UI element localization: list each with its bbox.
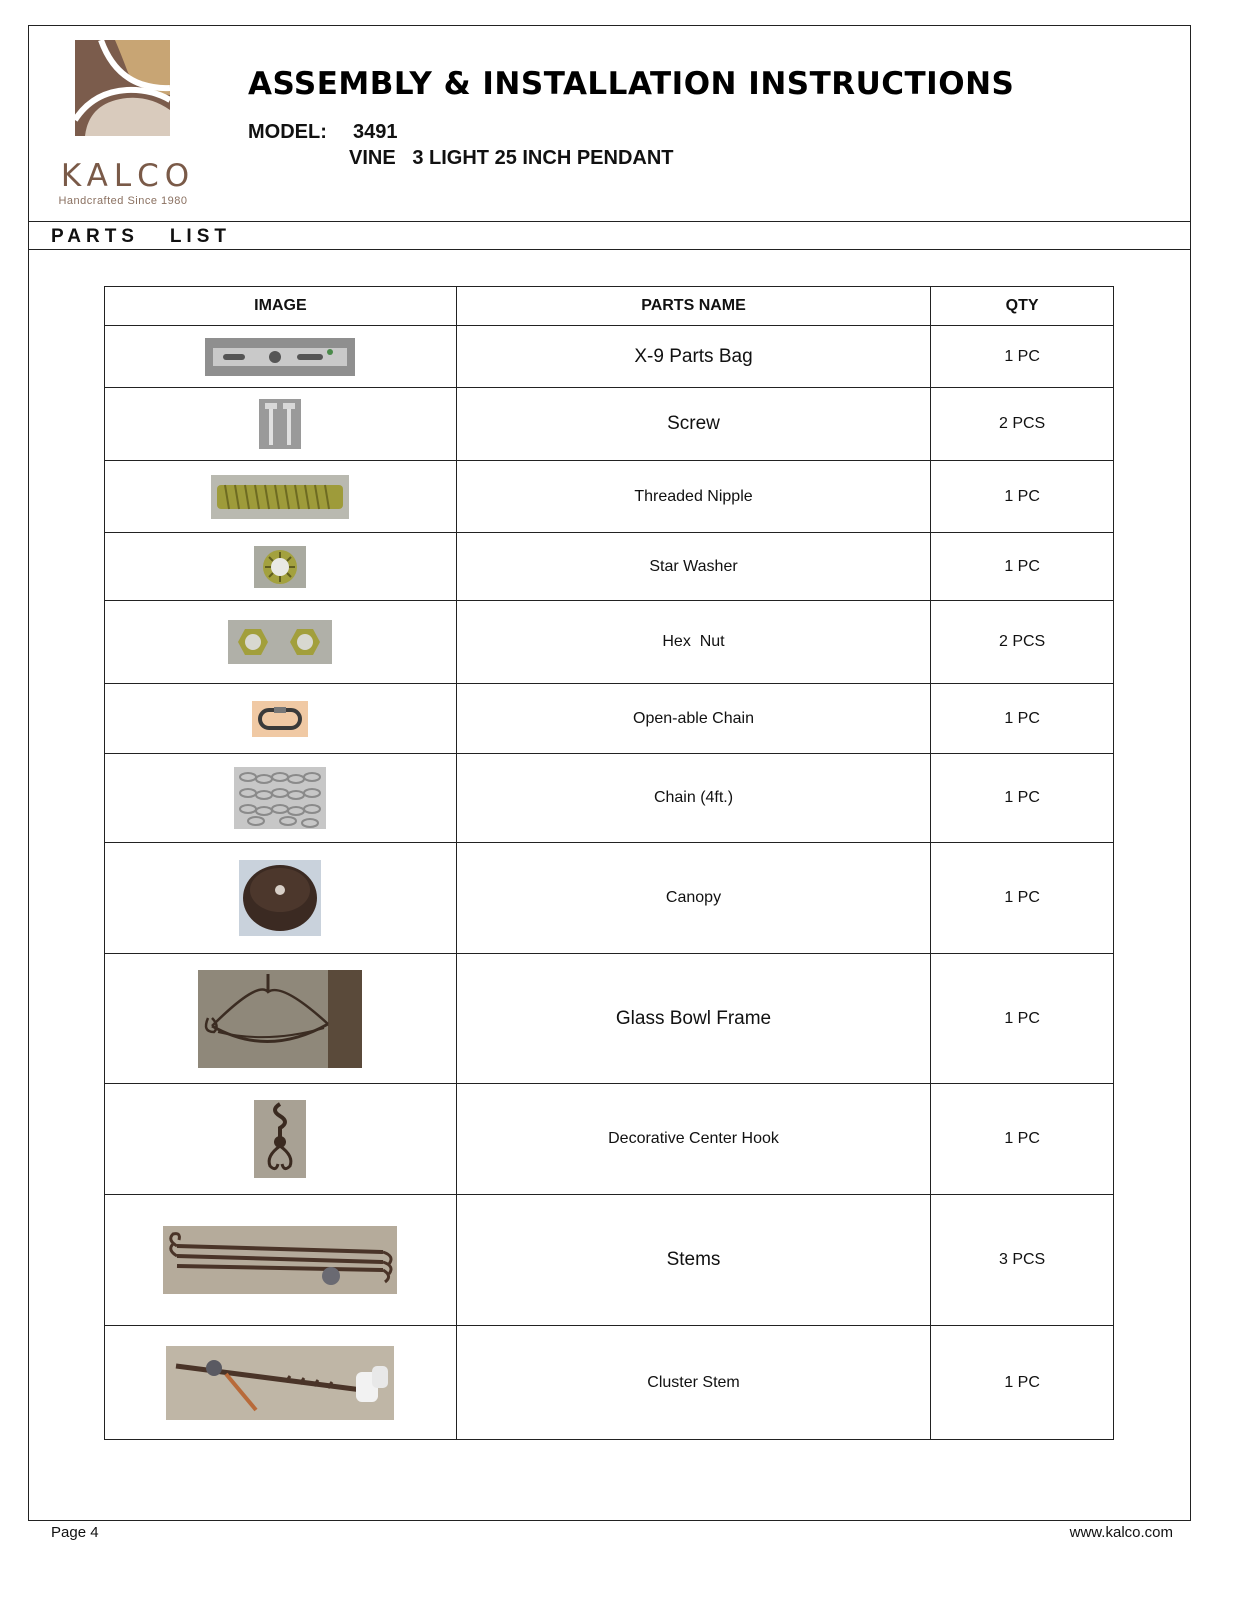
part-qty: 1 PC xyxy=(931,461,1114,533)
part-qty: 1 PC xyxy=(931,954,1114,1084)
part-name: Canopy xyxy=(456,843,930,954)
part-image-cell xyxy=(105,461,457,533)
column-header-image: IMAGE xyxy=(105,287,457,326)
part-qty: 1 PC xyxy=(931,533,1114,601)
table-row xyxy=(105,1195,1114,1326)
mounting-strap-icon xyxy=(205,338,355,376)
threaded-nipple-icon xyxy=(211,475,349,519)
column-header-qty: QTY xyxy=(931,287,1114,326)
brand-name: KALCO xyxy=(60,158,196,194)
table-row xyxy=(105,533,1114,601)
table-row xyxy=(105,461,1114,533)
part-name: Hex Nut xyxy=(456,601,930,684)
model-name: VINE 3 LIGHT 25 INCH PENDANT xyxy=(349,147,674,169)
part-name: X-9 Parts Bag xyxy=(456,326,930,388)
parts-list-divider xyxy=(28,249,1191,250)
part-name: Star Washer xyxy=(456,533,930,601)
part-name: Screw xyxy=(456,388,930,461)
part-qty: 1 PC xyxy=(931,1326,1114,1440)
cluster-stem-icon xyxy=(166,1346,394,1420)
parts-list-heading: PARTS LIST xyxy=(51,226,231,247)
part-name: Decorative Center Hook xyxy=(456,1084,930,1195)
website-link[interactable]: www.kalco.com xyxy=(1069,1524,1173,1541)
part-image-cell xyxy=(105,843,457,954)
part-name: Threaded Nipple xyxy=(456,461,930,533)
part-qty: 1 PC xyxy=(931,754,1114,843)
kalco-logo xyxy=(48,38,208,213)
part-image-cell xyxy=(105,684,457,754)
document-title: ASSEMBLY & INSTALLATION INSTRUCTIONS xyxy=(248,66,1015,102)
part-name: Glass Bowl Frame xyxy=(456,954,930,1084)
part-image-cell xyxy=(105,1195,457,1326)
table-row xyxy=(105,684,1114,754)
part-image-cell xyxy=(105,533,457,601)
part-image-cell xyxy=(105,754,457,843)
center-hook-icon xyxy=(254,1100,306,1178)
table-row xyxy=(105,843,1114,954)
table-row xyxy=(105,388,1114,461)
screws-icon xyxy=(259,399,301,449)
part-qty: 1 PC xyxy=(931,684,1114,754)
part-image-cell xyxy=(105,326,457,388)
part-image-cell xyxy=(105,954,457,1084)
kalco-logo-icon xyxy=(75,40,170,136)
model-number: 3491 xyxy=(353,121,398,143)
table-row xyxy=(105,326,1114,388)
part-image-cell xyxy=(105,1326,457,1440)
table-header-row xyxy=(105,287,1114,326)
table-row xyxy=(105,954,1114,1084)
part-qty: 3 PCS xyxy=(931,1195,1114,1326)
table-row xyxy=(105,1326,1114,1440)
part-image-cell xyxy=(105,1084,457,1195)
quick-link-icon xyxy=(252,701,308,737)
part-name: Chain (4ft.) xyxy=(456,754,930,843)
chain-icon xyxy=(234,767,326,829)
stems-icon xyxy=(163,1226,397,1294)
hex-nut-icon xyxy=(228,620,332,664)
part-name: Cluster Stem xyxy=(456,1326,930,1440)
parts-table xyxy=(104,286,1114,1440)
header-divider xyxy=(28,221,1191,222)
part-qty: 1 PC xyxy=(931,1084,1114,1195)
star-washer-icon xyxy=(254,546,306,588)
part-image-cell xyxy=(105,601,457,684)
part-image-cell xyxy=(105,388,457,461)
table-row xyxy=(105,754,1114,843)
bowl-frame-icon xyxy=(198,970,362,1068)
table-row xyxy=(105,601,1114,684)
model-label: MODEL: xyxy=(248,121,327,143)
table-row xyxy=(105,1084,1114,1195)
part-qty: 2 PCS xyxy=(931,601,1114,684)
part-qty: 2 PCS xyxy=(931,388,1114,461)
part-name: Open-able Chain xyxy=(456,684,930,754)
brand-tagline: Handcrafted Since 1980 xyxy=(58,195,188,207)
part-qty: 1 PC xyxy=(931,843,1114,954)
part-name: Stems xyxy=(456,1195,930,1326)
canopy-icon xyxy=(239,860,321,936)
part-qty: 1 PC xyxy=(931,326,1114,388)
column-header-parts-name: PARTS NAME xyxy=(456,287,930,326)
page-number: Page 4 xyxy=(51,1524,99,1541)
